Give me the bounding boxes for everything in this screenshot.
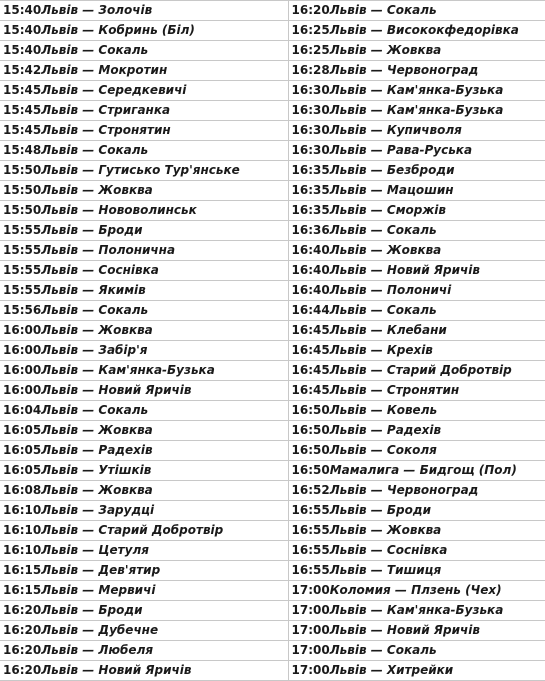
table-row [0, 661, 545, 681]
departure-time: 16:30 [291, 143, 330, 157]
departure-time: 16:50 [291, 443, 330, 457]
departure-time: 16:45 [291, 343, 330, 357]
route-name: Львів — Ковель [329, 403, 438, 417]
table-row [0, 141, 545, 161]
table-row [0, 41, 545, 61]
departure-time: 16:20 [3, 643, 42, 657]
route-name: Львів — Рава-Руська [329, 143, 473, 157]
route-name: Львів — Соснівка [329, 543, 448, 557]
route-name: Львів — Жовква [41, 323, 153, 337]
departure-time: 16:55 [291, 503, 330, 517]
left-schedule-cell [0, 321, 288, 341]
route-name: Львів — Кам'янка-Бузька [329, 83, 504, 97]
route-name: Львів — Безброди [329, 163, 455, 177]
left-schedule-cell [0, 121, 288, 141]
table-row [0, 441, 545, 461]
right-schedule-cell [288, 281, 545, 301]
departure-time: 15:55 [3, 263, 42, 277]
table-row [0, 201, 545, 221]
route-name: Львів — Стронятин [329, 383, 460, 397]
right-schedule-cell [288, 641, 545, 661]
table-row [0, 421, 545, 441]
table-row [0, 461, 545, 481]
right-schedule-cell [288, 201, 545, 221]
departure-time: 16:00 [3, 323, 42, 337]
table-row [0, 561, 545, 581]
right-schedule-cell [288, 21, 545, 41]
route-name: Львів — Жовква [41, 483, 153, 497]
table-row [0, 361, 545, 381]
departure-time: 16:04 [3, 403, 42, 417]
route-name: Львів — Хитрейки [329, 663, 454, 677]
route-name: Львів — Старий Добротвір [329, 363, 512, 377]
departure-time: 16:00 [3, 383, 42, 397]
departure-time: 16:44 [291, 303, 330, 317]
left-schedule-cell [0, 581, 288, 601]
route-name: Львів — Кобринь (Біл) [41, 23, 195, 37]
table-row [0, 621, 545, 641]
departure-time: 16:10 [3, 503, 42, 517]
right-schedule-cell [288, 601, 545, 621]
right-schedule-cell [288, 581, 545, 601]
right-schedule-cell [288, 221, 545, 241]
schedule-body [0, 1, 545, 681]
route-name: Львів — Новий Яричів [41, 663, 192, 677]
departure-time: 16:28 [291, 63, 330, 77]
route-name: Львів — Мервичі [41, 583, 156, 597]
route-name: Львів — Сокаль [41, 43, 149, 57]
left-schedule-cell [0, 281, 288, 301]
route-name: Львів — Сокаль [41, 403, 149, 417]
route-name: Львів — Полоничі [329, 283, 452, 297]
route-name: Львів — Золочів [41, 3, 153, 17]
right-schedule-cell [288, 441, 545, 461]
route-name: Львів — Броди [329, 503, 431, 517]
route-name: Львів — Полонична [41, 243, 176, 257]
table-row [0, 501, 545, 521]
route-name: Львів — Забір'я [41, 343, 148, 357]
left-schedule-cell [0, 21, 288, 41]
table-row [0, 401, 545, 421]
route-name: Львів — Кам'янка-Бузька [41, 363, 215, 377]
departure-time: 15:50 [3, 163, 42, 177]
right-schedule-cell [288, 361, 545, 381]
route-name: Коломия — Плзень (Чех) [329, 583, 502, 597]
route-name: Львів — Червоноград [329, 63, 479, 77]
route-name: Львів — Нововолинськ [41, 203, 197, 217]
right-schedule-cell [288, 61, 545, 81]
departure-time: 16:10 [3, 523, 42, 537]
route-name: Львів — Броди [41, 223, 143, 237]
right-schedule-cell [288, 341, 545, 361]
route-name: Львів — Сморжів [329, 203, 447, 217]
route-name: Львів — Радехів [329, 423, 442, 437]
departure-time: 16:40 [291, 243, 330, 257]
right-schedule-cell [288, 81, 545, 101]
route-name: Львів — Любеля [41, 643, 154, 657]
departure-time: 16:20 [3, 663, 42, 677]
left-schedule-cell [0, 261, 288, 281]
table-row [0, 321, 545, 341]
departure-time: 15:50 [3, 203, 42, 217]
right-schedule-cell [288, 101, 545, 121]
departure-time: 15:45 [3, 123, 42, 137]
departure-time: 15:45 [3, 83, 42, 97]
departure-time: 16:55 [291, 523, 330, 537]
right-schedule-cell [288, 521, 545, 541]
left-schedule-cell [0, 41, 288, 61]
route-name: Львів — Жовква [329, 523, 442, 537]
right-schedule-cell [288, 41, 545, 61]
table-row [0, 481, 545, 501]
left-schedule-cell [0, 461, 288, 481]
route-name: Львів — Старий Добротвір [41, 523, 224, 537]
route-name: Львів — Радехів [41, 443, 153, 457]
departure-time: 16:08 [3, 483, 42, 497]
departure-time: 16:55 [291, 563, 330, 577]
departure-time: 16:10 [3, 543, 42, 557]
route-name: Львів — Тишиця [329, 563, 442, 577]
route-name: Львів — Жовква [329, 43, 442, 57]
route-name: Львів — Цетуля [41, 543, 149, 557]
right-schedule-cell [288, 661, 545, 681]
right-schedule-cell [288, 381, 545, 401]
bus-schedule-table [0, 1, 545, 681]
route-name: Львів — Стронятин [41, 123, 171, 137]
departure-time: 16:05 [3, 423, 42, 437]
departure-time: 16:15 [3, 563, 42, 577]
departure-time: 16:50 [291, 463, 330, 477]
right-schedule-cell [288, 141, 545, 161]
departure-time: 16:30 [291, 123, 330, 137]
departure-time: 17:00 [291, 663, 330, 677]
departure-time: 16:45 [291, 363, 330, 377]
left-schedule-cell [0, 221, 288, 241]
route-name: Львів — Клебани [329, 323, 447, 337]
left-schedule-cell [0, 161, 288, 181]
route-name: Львів — Середкевичі [41, 83, 187, 97]
left-schedule-cell [0, 501, 288, 521]
departure-time: 16:30 [291, 83, 330, 97]
departure-time: 15:40 [3, 3, 42, 17]
left-schedule-cell [0, 561, 288, 581]
departure-time: 16:00 [3, 343, 42, 357]
right-schedule-cell [288, 541, 545, 561]
left-schedule-cell [0, 601, 288, 621]
departure-time: 16:35 [291, 183, 330, 197]
departure-time: 16:55 [291, 543, 330, 557]
departure-time: 15:42 [3, 63, 42, 77]
left-schedule-cell [0, 61, 288, 81]
route-name: Львів — Сокаль [329, 643, 437, 657]
route-name: Львів — Новий Яричів [329, 623, 480, 637]
left-schedule-cell [0, 481, 288, 501]
departure-time: 16:45 [291, 323, 330, 337]
table-row [0, 21, 545, 41]
route-name: Львів — Червоноград [329, 483, 479, 497]
departure-time: 16:40 [291, 283, 330, 297]
route-name: Львів — Сокаль [41, 143, 149, 157]
left-schedule-cell [0, 541, 288, 561]
route-name: Львів — Жовква [329, 243, 442, 257]
left-schedule-cell [0, 521, 288, 541]
right-schedule-cell [288, 401, 545, 421]
departure-time: 16:20 [3, 603, 42, 617]
departure-time: 16:36 [291, 223, 330, 237]
right-schedule-cell [288, 621, 545, 641]
departure-time: 16:05 [3, 463, 42, 477]
departure-time: 15:40 [3, 23, 42, 37]
left-schedule-cell [0, 381, 288, 401]
table-row [0, 1, 545, 21]
route-name: Львів — Соснівка [41, 263, 159, 277]
right-schedule-cell [288, 301, 545, 321]
departure-time: 16:25 [291, 43, 330, 57]
table-row [0, 81, 545, 101]
departure-time: 15:55 [3, 243, 42, 257]
route-name: Львів — Соколя [329, 443, 437, 457]
route-name: Львів — Кам'янка-Бузька [329, 603, 504, 617]
route-name: Львів — Жовква [41, 423, 153, 437]
table-row [0, 61, 545, 81]
route-name: Львів — Мацошин [329, 183, 454, 197]
table-row [0, 241, 545, 261]
route-name: Львів — Сокаль [329, 303, 437, 317]
departure-time: 15:50 [3, 183, 42, 197]
table-row [0, 521, 545, 541]
route-name: Львів — Крехів [329, 343, 433, 357]
table-row [0, 541, 545, 561]
departure-time: 15:55 [3, 223, 42, 237]
departure-time: 16:35 [291, 163, 330, 177]
departure-time: 16:40 [291, 263, 330, 277]
departure-time: 17:00 [291, 623, 330, 637]
right-schedule-cell [288, 481, 545, 501]
route-name: Львів — Кам'янка-Бузька [329, 103, 504, 117]
right-schedule-cell [288, 421, 545, 441]
left-schedule-cell [0, 141, 288, 161]
route-name: Львів — Сокаль [41, 303, 149, 317]
departure-time: 16:15 [3, 583, 42, 597]
table-row [0, 281, 545, 301]
departure-time: 16:50 [291, 423, 330, 437]
departure-time: 16:20 [291, 3, 330, 17]
route-name: Львів — Утішків [41, 463, 152, 477]
table-row [0, 581, 545, 601]
departure-time: 15:55 [3, 283, 42, 297]
departure-time: 17:00 [291, 643, 330, 657]
table-row [0, 341, 545, 361]
left-schedule-cell [0, 361, 288, 381]
departure-time: 16:30 [291, 103, 330, 117]
departure-time: 16:20 [3, 623, 42, 637]
right-schedule-cell [288, 181, 545, 201]
departure-time: 16:45 [291, 383, 330, 397]
route-name: Мамалига — Бидгощ (Пол) [329, 463, 517, 477]
route-name: Львів — Гутисько Тур'янське [41, 163, 240, 177]
table-row [0, 121, 545, 141]
left-schedule-cell [0, 621, 288, 641]
departure-time: 15:56 [3, 303, 42, 317]
departure-time: 16:25 [291, 23, 330, 37]
left-schedule-cell [0, 101, 288, 121]
route-name: Львів — Мокротин [41, 63, 168, 77]
table-row [0, 641, 545, 661]
route-name: Львів — Жовква [41, 183, 153, 197]
departure-time: 15:40 [3, 43, 42, 57]
right-schedule-cell [288, 561, 545, 581]
table-row [0, 381, 545, 401]
left-schedule-cell [0, 241, 288, 261]
route-name: Львів — Броди [41, 603, 143, 617]
table-row [0, 221, 545, 241]
left-schedule-cell [0, 81, 288, 101]
departure-time: 15:45 [3, 103, 42, 117]
table-row [0, 101, 545, 121]
route-name: Львів — Купичволя [329, 123, 462, 137]
right-schedule-cell [288, 321, 545, 341]
departure-time: 17:00 [291, 583, 330, 597]
departure-time: 16:52 [291, 483, 330, 497]
right-schedule-cell [288, 261, 545, 281]
departure-time: 16:05 [3, 443, 42, 457]
right-schedule-cell [288, 1, 545, 21]
departure-time: 15:48 [3, 143, 42, 157]
route-name: Львів — Дев'ятир [41, 563, 161, 577]
departure-time: 16:35 [291, 203, 330, 217]
left-schedule-cell [0, 401, 288, 421]
route-name: Львів — Новий Яричів [41, 383, 192, 397]
route-name: Львів — Сокаль [329, 3, 437, 17]
right-schedule-cell [288, 241, 545, 261]
departure-time: 17:00 [291, 603, 330, 617]
departure-time: 16:50 [291, 403, 330, 417]
table-row [0, 161, 545, 181]
route-name: Львів — Стриганка [41, 103, 171, 117]
route-name: Львів — Висококфедорівка [329, 23, 519, 37]
left-schedule-cell [0, 441, 288, 461]
right-schedule-cell [288, 161, 545, 181]
route-name: Львів — Якимів [41, 283, 146, 297]
right-schedule-cell [288, 501, 545, 521]
left-schedule-cell [0, 201, 288, 221]
left-schedule-cell [0, 421, 288, 441]
right-schedule-cell [288, 461, 545, 481]
left-schedule-cell [0, 341, 288, 361]
left-schedule-cell [0, 661, 288, 681]
table-row [0, 601, 545, 621]
right-schedule-cell [288, 121, 545, 141]
table-row [0, 301, 545, 321]
left-schedule-cell [0, 181, 288, 201]
route-name: Львів — Новий Яричів [329, 263, 480, 277]
left-schedule-cell [0, 301, 288, 321]
left-schedule-cell [0, 641, 288, 661]
table-row [0, 261, 545, 281]
departure-time: 16:00 [3, 363, 42, 377]
route-name: Львів — Сокаль [329, 223, 437, 237]
table-row [0, 181, 545, 201]
route-name: Львів — Зарудці [41, 503, 155, 517]
route-name: Львів — Дубечне [41, 623, 159, 637]
left-schedule-cell [0, 1, 288, 21]
